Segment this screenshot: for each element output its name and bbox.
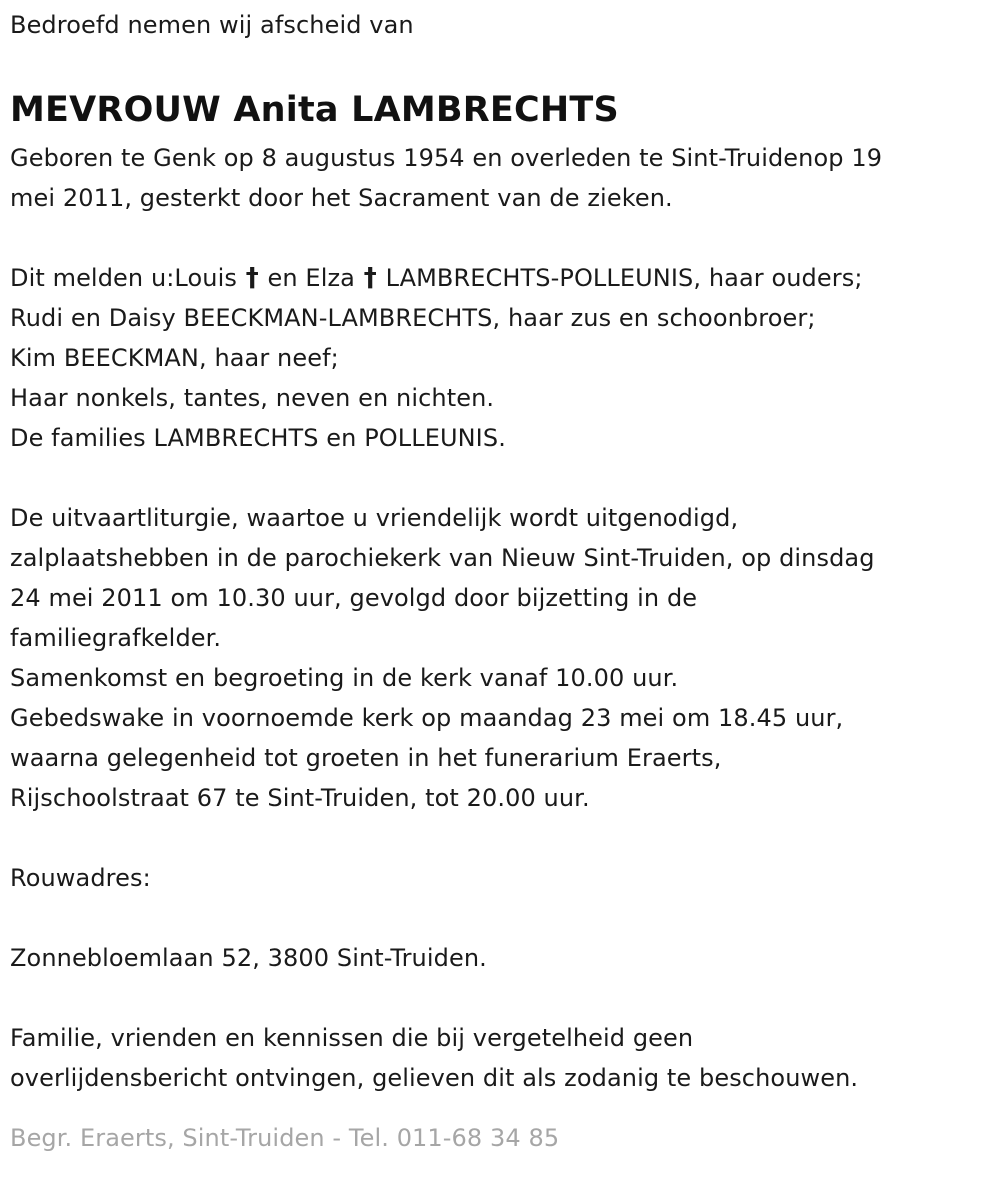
birth-death-line-1: Geboren te Genk op 8 augustus 1954 en overleden te Sint-Truidenop 19 <box>10 144 883 172</box>
intro-text: Bedroefd nemen wij afscheid van <box>10 11 414 39</box>
birth-death-line-2: mei 2011, gesterkt door het Sacrament van de zieken. <box>10 184 673 212</box>
obituary-notice <box>10 6 990 1158</box>
family-line-parents <box>10 258 990 298</box>
spacer <box>10 978 990 1018</box>
notice-line: overlijdensbericht ontvingen, gelieven dit als zodanig te beschouwen. <box>10 1064 859 1092</box>
ceremony-line: zalplaatshebben in de parochiekerk van Nieuw Sint-Truiden, op dinsdag <box>10 544 875 572</box>
ceremony-line: Gebedswake in voornoemde kerk op maandag 23 mei om 18.45 uur, <box>10 704 844 732</box>
spacer <box>10 818 990 858</box>
spacer <box>10 44 990 82</box>
family-line: Haar nonkels, tantes, neven en nichten. <box>10 384 495 412</box>
ceremony-line: waarna gelegenheid tot groeten in het funerarium Eraerts, <box>10 744 722 772</box>
ceremony-line: familiegrafkelder. <box>10 624 222 652</box>
ceremony-line: 24 mei 2011 om 10.30 uur, gevolgd door bijzetting in de <box>10 584 698 612</box>
spacer <box>10 898 990 938</box>
address: Zonnebloemlaan 52, 3800 Sint-Truiden. <box>10 944 487 972</box>
ceremony-line: Samenkomst en begroeting in de kerk vanaf 10.00 uur. <box>10 664 679 692</box>
cross-icon: † <box>363 263 377 293</box>
ceremony-line: Rijschoolstraat 67 te Sint-Truiden, tot 20.00 uur. <box>10 784 590 812</box>
spacer <box>10 218 990 258</box>
family-line: De families LAMBRECHTS en POLLEUNIS. <box>10 424 506 452</box>
notice-line: Familie, vrienden en kennissen die bij vergetelheid geen <box>10 1024 694 1052</box>
undertaker-footer: Begr. Eraerts, Sint-Truiden - Tel. 011-68 34 85 <box>10 1124 560 1152</box>
address-label: Rouwadres: <box>10 864 151 892</box>
family-line: Rudi en Daisy BEECKMAN-LAMBRECHTS, haar zus en schoonbroer; <box>10 304 816 332</box>
family-line: Kim BEECKMAN, haar neef; <box>10 344 339 372</box>
ceremony-line: De uitvaartliturgie, waartoe u vriendelijk wordt uitgenodigd, <box>10 504 739 532</box>
parents-prefix: Dit melden u:Louis <box>10 264 237 292</box>
spacer <box>10 458 990 498</box>
cross-icon: † <box>245 263 259 293</box>
parents-suffix: LAMBRECHTS-POLLEUNIS, haar ouders; <box>385 264 863 292</box>
parents-mid: en Elza <box>267 264 355 292</box>
deceased-name: MEVROUW Anita LAMBRECHTS <box>10 90 619 130</box>
